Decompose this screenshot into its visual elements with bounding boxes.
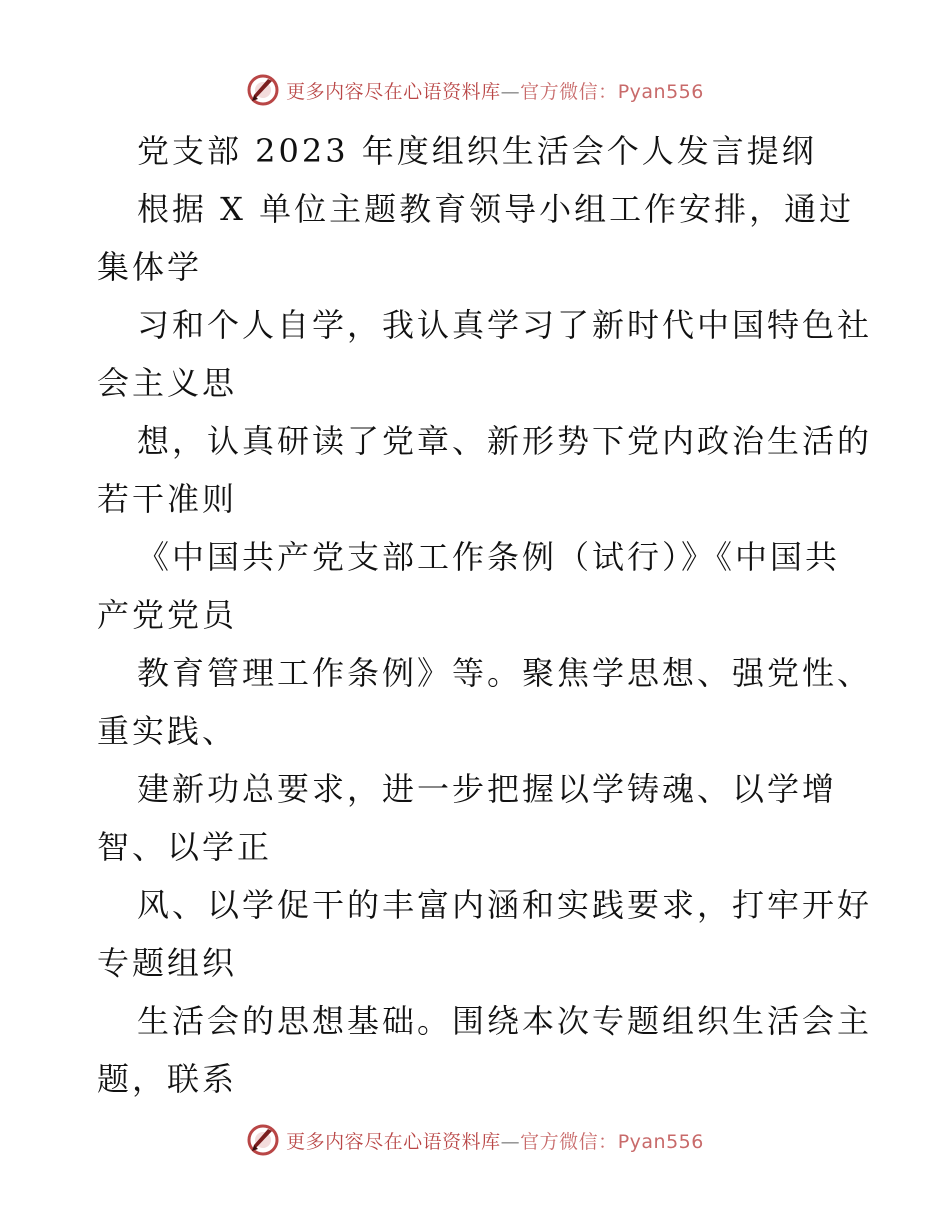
banner-wechat-label: 官方微信： — [520, 1130, 618, 1153]
footer-banner — [0, 1120, 950, 1160]
text-line: 专题组织 — [97, 944, 238, 982]
banner-main-text: 更多内容尽在心语资料库 — [286, 80, 501, 103]
document-body — [97, 122, 873, 1108]
text-line: 集体学 — [97, 248, 203, 286]
text-line: 根据 X 单位主题教育领导小组工作安排，通过 — [137, 190, 855, 228]
banner-main-text: 更多内容尽在心语资料库 — [286, 1130, 501, 1153]
text-line: 重实践、 — [97, 712, 238, 750]
text-line: 建新功总要求，进一步把握以学铸魂、以学增 — [137, 770, 838, 808]
text-line: 想，认真研读了党章、新形势下党内政治生活的 — [137, 422, 873, 460]
banner-content — [246, 73, 704, 107]
banner-wechat-label: 官方微信： — [520, 80, 618, 103]
text-line: 题，联系 — [97, 1060, 238, 1098]
banner-dash: — — [500, 1130, 521, 1153]
banner-dash: — — [500, 80, 521, 103]
banner-wechat-id: Pyan556 — [617, 1130, 704, 1153]
quill-logo-icon — [246, 1123, 280, 1157]
header-banner — [0, 70, 950, 110]
banner-content — [246, 1123, 704, 1157]
text-line: 会主义思 — [97, 364, 238, 402]
text-line: 党支部 2023 年度组织生活会个人发言提纲 — [137, 132, 817, 170]
banner-text — [286, 1127, 704, 1154]
text-line: 若干准则 — [97, 480, 238, 518]
text-line: 《中国共产党支部工作条例（试行）》《中国共 — [137, 538, 841, 576]
quill-logo-icon — [246, 73, 280, 107]
banner-wechat-id: Pyan556 — [617, 80, 704, 103]
text-line: 风、以学促干的丰富内涵和实践要求，打牢开好 — [137, 886, 873, 924]
text-line: 习和个人自学，我认真学习了新时代中国特色社 — [137, 306, 873, 344]
banner-text — [286, 77, 704, 104]
text-line: 生活会的思想基础。围绕本次专题组织生活会主 — [137, 1002, 873, 1040]
text-line: 教育管理工作条例》等。聚焦学思想、强党性、 — [137, 654, 873, 692]
text-line: 产党党员 — [97, 596, 238, 634]
text-line: 智、以学正 — [97, 828, 273, 866]
